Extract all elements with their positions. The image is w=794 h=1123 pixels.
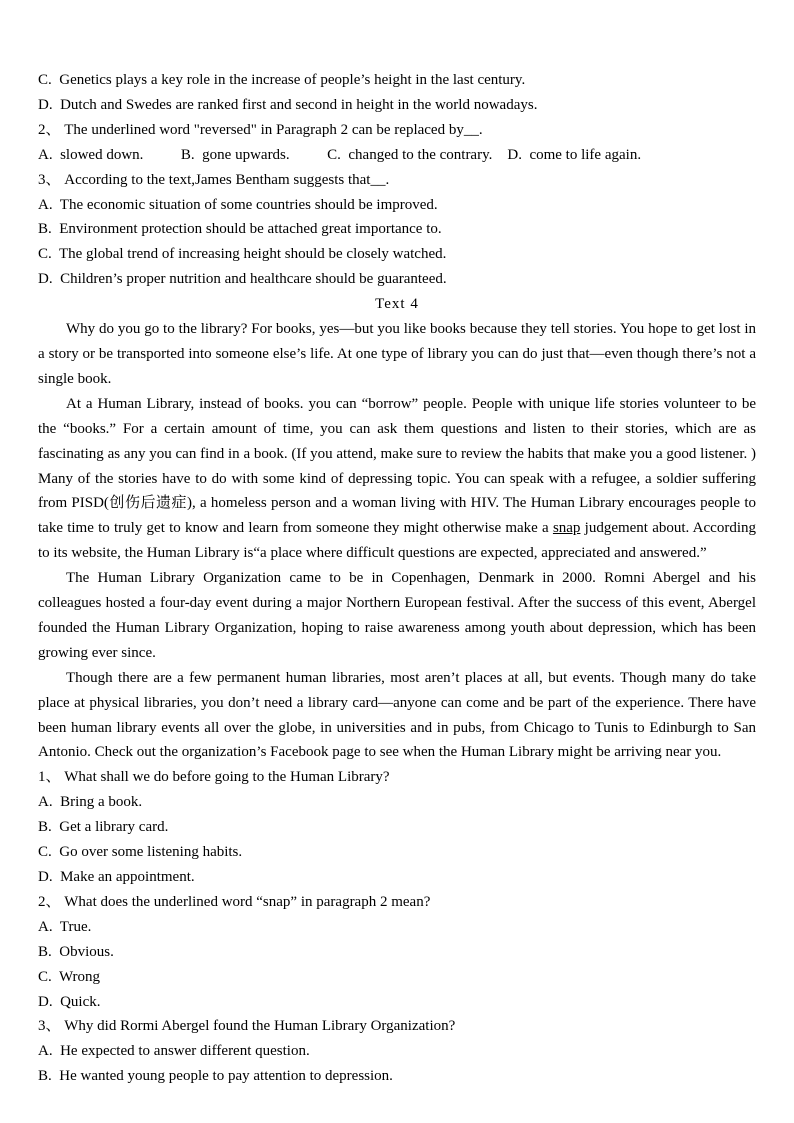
passage-paragraph-1: Why do you go to the library? For books, yes—but you like books because they tell stories. You hope to get lost in a story or be transported into someone else’s life. At one type of library you can do just that—even though there’s not a single book.: [38, 321, 756, 387]
answer-option-line: C. Genetics plays a key role in the increase of people’s height in the last century.: [38, 72, 526, 88]
passage-paragraph-3: The Human Library Organization came to be in Copenhagen, Denmark in 2000. Romni Abergel and his colleagues hosted a four-day event during a major Northern European festival. After the success of this event, Abergel founded the Human Library Organization, hoping to raise awareness among youth about depression, which has been growing ever since.: [38, 570, 756, 661]
answer-option-line: B. Environment protection should be attached great importance to.: [38, 221, 442, 238]
passage-paragraph-2: [38, 392, 756, 566]
answer-option-line: C. The global trend of increasing height should be closely watched.: [38, 246, 447, 263]
answer-option-line: C. Go over some listening habits.: [38, 844, 243, 861]
answer-option-line: B. He wanted young people to pay attention to depression.: [38, 1068, 393, 1085]
answer-option-line: C. Wrong: [38, 968, 101, 985]
passage-paragraph-4: Though there are a few permanent human libraries, most aren’t places at all, but events. Though many do take place at physical libraries, you don’t need a library card—anyone can come and be part of the experience. There have been human library events all over the globe, in universities and in pubs, from Chicago to Tunis to Edinburgh to San Antonio. Check out the organization’s Facebook page to see when the Human Library might be arriving near you.: [38, 669, 756, 761]
paragraph-2-text-after: judgement about. According to its website, the Human Library is“a place where difficult questions are expected, appreciated and answered.”: [38, 520, 756, 562]
underlined-word-snap: snap: [552, 520, 581, 537]
answer-option-line: A. Bring a book.: [38, 794, 143, 811]
answer-option-line: D. Dutch and Swedes are ranked first and second in height in the world nowadays.: [38, 96, 538, 113]
question-line: 1、 What shall we do before going to the Human Library?: [38, 769, 390, 786]
section-title: Text 4: [375, 296, 419, 313]
answer-option-line: B. Obvious.: [38, 943, 114, 960]
question-line: 3、 Why did Rormi Abergel found the Human Library Organization?: [38, 1018, 456, 1035]
question-line: 3、 According to the text,James Bentham suggests that__.: [38, 171, 390, 188]
answer-option-line: A. True.: [38, 918, 92, 935]
answer-option-line: A. He expected to answer different question.: [38, 1043, 310, 1060]
paragraph-2-text-before: At a Human Library, instead of books. you can “borrow” people. People with unique life stories volunteer to be the “books.” For a certain amount of time, you can ask them questions and listen to their stories, which are as fascinating as any you can find in a book. (If you attend, make sure to review the habits that make you a good listener. ) Many of the stories have to do with some kind of depressing topic. You can speak with a refugee, a soldier suffering from PISD(创伤后遗症), a homeless person and a woman living with HIV. The Human Library encourages people to take time to truly get to know and learn from someone they might otherwise make a: [38, 395, 756, 537]
answer-option-line: D. Quick.: [38, 993, 101, 1010]
answer-option-line: D. Make an appointment.: [38, 869, 195, 885]
question-line: 2、 The underlined word "reversed" in Paragraph 2 can be replaced by__.: [38, 121, 483, 138]
answer-options-row: A. slowed down. B. gone upwards. C. changed to the contrary. D. come to life again.: [38, 146, 642, 163]
answer-option-line: B. Get a library card.: [38, 819, 169, 836]
answer-option-line: A. The economic situation of some countries should be improved.: [38, 196, 438, 213]
answer-option-line: D. Children’s proper nutrition and healthcare should be guaranteed.: [38, 271, 447, 288]
question-line: 2、 What does the underlined word “snap” in paragraph 2 mean?: [38, 893, 431, 910]
